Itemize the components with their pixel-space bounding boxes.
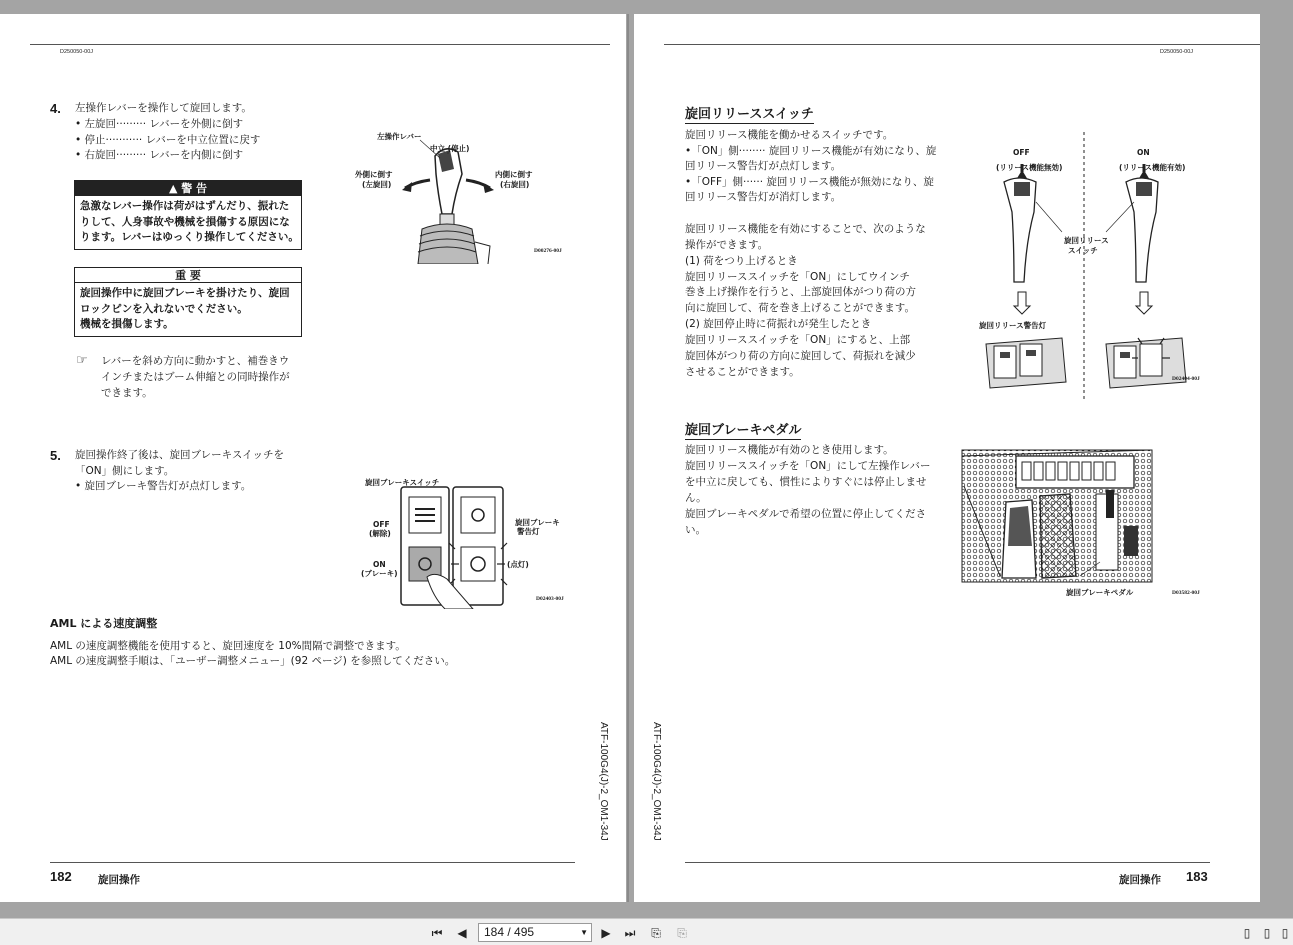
step-5-line: 旋回操作終了後は、旋回ブレーキスイッチを: [75, 449, 284, 461]
previous-page-icon[interactable]: ◀: [457, 926, 467, 940]
header-rule: [30, 44, 610, 45]
note-line: できます。: [101, 387, 153, 399]
switch-label: 旋回リリース: [1064, 236, 1109, 245]
pedal-line: 旋回ブレーキペダルで希望の位置に停止してくださ: [685, 508, 927, 520]
important-line: 機械を損傷します。: [80, 318, 174, 330]
viewer-side-margin: [1260, 0, 1293, 918]
on-sub-label: (ブレーキ): [361, 569, 398, 578]
release-para-line: 巻き上げ操作を行うと、上部旋回体がつり荷の方: [685, 286, 916, 298]
two-page-view-icon[interactable]: ▯: [1263, 926, 1271, 940]
step-5-line: • 旋回ブレーキ警告灯が点灯します。: [75, 480, 252, 492]
pedal-label: 旋回ブレーキペダル: [1066, 588, 1134, 597]
figure-code: D03582-00J: [1172, 590, 1200, 596]
step-4-bullet: • 左旋回········· レバーを外側に倒す: [75, 118, 244, 130]
release-switch-illustration: [974, 132, 1214, 400]
on-label: ON: [373, 560, 386, 569]
page-indicator: 184 / 495: [484, 925, 535, 939]
aml-heading: AML による速度調整: [50, 617, 158, 630]
neutral-label: 中立 (停止): [430, 144, 470, 153]
header-code: D250050-00J: [60, 49, 94, 55]
footer-title: 旋回操作: [1119, 874, 1161, 886]
aml-line: AML の速度調整機能を使用すると、旋回速度を 10%間隔で調整できます。: [50, 640, 406, 652]
warning-line: ります。レバーはゆっくり操作してください。: [80, 231, 299, 243]
release-para-line: 旋回リリーススイッチを「ON」にしてウインチ: [685, 271, 910, 283]
release-para-line: (1) 荷をつり上げるとき: [685, 255, 798, 267]
figure-code: D00276-00J: [534, 248, 562, 254]
warning-title: ▲ 警 告: [75, 181, 301, 196]
header-rule: [664, 44, 1260, 45]
release-para-line: 旋回体がつり荷の方向に旋回して、荷振れを減少: [685, 350, 916, 362]
on-label: ON: [1137, 148, 1150, 157]
note-line: レバーを斜め方向に動かすと、補巻きウ: [101, 355, 290, 367]
page-number: 183: [1186, 869, 1208, 884]
switch-sub-label: スイッチ: [1068, 246, 1098, 255]
on-sub-label: (リリース機能有効): [1119, 163, 1186, 172]
footer-title: 旋回操作: [98, 874, 140, 886]
important-title: 重 要: [75, 268, 301, 283]
side-code: ATF-100G4(J)-2_OM1-34J: [598, 722, 609, 841]
pedal-line: い。: [685, 524, 706, 536]
figure-code: D02404-00J: [1172, 376, 1200, 382]
pedal-line: 旋回リリース機能が有効のとき使用します。: [685, 444, 894, 456]
outer-sub-label: (左旋回): [362, 180, 392, 189]
off-label: OFF: [373, 520, 390, 529]
pedal-line: を中立に戻しても、慣性によりすぐには停止しませ: [685, 476, 927, 488]
important-body: [75, 283, 301, 336]
page-number: 182: [50, 869, 72, 884]
release-switch-heading: 旋回リリーススイッチ: [685, 103, 814, 124]
release-line: •「OFF」側······ 旋回リリース機能が無効になり、旋: [685, 176, 934, 188]
previous-view-icon[interactable]: ⎘: [651, 926, 661, 940]
page-183: [634, 14, 1260, 902]
page-number-input[interactable]: [478, 923, 592, 942]
aml-line: AML の速度調整手順は、「ユーザー調整メニュー」(92 ページ) を参照してください。: [50, 655, 456, 667]
page-182: [0, 14, 626, 902]
release-para-line: (2) 旋回停止時に荷振れが発生したとき: [685, 318, 872, 330]
off-sub-label: (リリース機能無効): [996, 163, 1063, 172]
release-para-line: 操作ができます。: [685, 239, 769, 251]
release-para-line: 向に旋回して、荷を巻き上げることができます。: [685, 302, 915, 314]
warning-body: [75, 196, 301, 249]
note-line: インチまたはブーム伸縮との同時操作が: [101, 371, 290, 383]
release-para-line: 旋回リリーススイッチを「ON」にすると、上部: [685, 334, 911, 346]
next-page-icon[interactable]: ▶: [601, 926, 611, 940]
brake-pedal-figure: [960, 446, 1156, 586]
step-number-4: 4.: [50, 101, 61, 116]
important-line: 旋回操作中に旋回ブレーキを掛けたり、旋回: [80, 287, 290, 299]
first-page-icon[interactable]: ⏮: [431, 926, 443, 940]
release-line: •「ON」側········ 旋回リリース機能が有効になり、旋: [685, 145, 937, 157]
important-line: ロックピンを入れないでください。: [80, 302, 248, 315]
release-line: 旋回リリース機能を働かせるスイッチです。: [685, 129, 894, 141]
brake-switch-figure: [355, 459, 580, 609]
step-4-intro: 左操作レバーを操作して旋回します。: [75, 102, 252, 114]
off-label: OFF: [1013, 148, 1030, 157]
inner-label: 内側に倒す: [495, 170, 533, 179]
cab-floor-illustration: [960, 446, 1156, 586]
footer-rule: [685, 862, 1210, 863]
outer-label: 外側に倒す: [355, 170, 393, 179]
pointing-hand-icon: ☞: [76, 353, 88, 368]
release-line: 回リリース警告灯が消灯します。: [685, 191, 842, 203]
release-para-line: 旋回リリース機能を有効にすることで、次のような: [685, 223, 926, 235]
side-code: ATF-100G4(J)-2_OM1-34J: [651, 722, 662, 841]
footer-rule: [50, 862, 575, 863]
warning-box: [74, 180, 302, 250]
warning-line: りして、人身事故や機械を損傷する原因にな: [80, 215, 290, 228]
figure-code: D02403-00J: [536, 596, 564, 602]
important-box: [74, 267, 302, 337]
step-4-bullet: • 右旋回········· レバーを内側に倒す: [75, 149, 244, 161]
release-para-line: させることができます。: [685, 366, 800, 378]
release-switch-figure: [974, 132, 1214, 400]
header-code: D250050-00J: [1160, 49, 1194, 55]
next-view-icon[interactable]: ⎘: [677, 926, 687, 940]
inner-sub-label: (右旋回): [500, 180, 530, 189]
lamp-label: 旋回ブレーキ: [515, 518, 560, 527]
pedal-line: ん。: [685, 492, 707, 504]
lit-label: (点灯): [507, 560, 529, 569]
release-line: 回リリース警告灯が点灯します。: [685, 160, 842, 172]
step-5-line: 「ON」側にします。: [75, 465, 175, 477]
brake-pedal-heading: 旋回ブレーキペダル: [685, 419, 801, 440]
step-4-bullet: • 停止··········· レバーを中立位置に戻す: [75, 134, 261, 146]
continuous-view-icon[interactable]: ▯: [1281, 926, 1289, 940]
warning-line: 急激なレバー操作は荷がはずんだり、振れた: [80, 200, 290, 212]
last-page-icon[interactable]: ⏭: [624, 926, 636, 940]
lamp-sub-label: 警告灯: [517, 527, 540, 536]
pdf-toolbar: [0, 918, 1293, 945]
single-page-view-icon[interactable]: ▯: [1243, 926, 1251, 940]
step-number-5: 5.: [50, 448, 61, 463]
lever-label: 左操作レバー: [377, 132, 422, 141]
off-sub-label: (解除): [369, 529, 391, 538]
page-gutter: [627, 14, 629, 902]
switch-label: 旋回ブレーキスイッチ: [365, 478, 440, 487]
pedal-line: 旋回リリーススイッチを「ON」にして左操作レバー: [685, 460, 931, 472]
lever-figure: [350, 114, 580, 264]
chevron-down-icon[interactable]: ▼: [580, 928, 588, 937]
lamp-label: 旋回リリース警告灯: [979, 321, 1047, 330]
